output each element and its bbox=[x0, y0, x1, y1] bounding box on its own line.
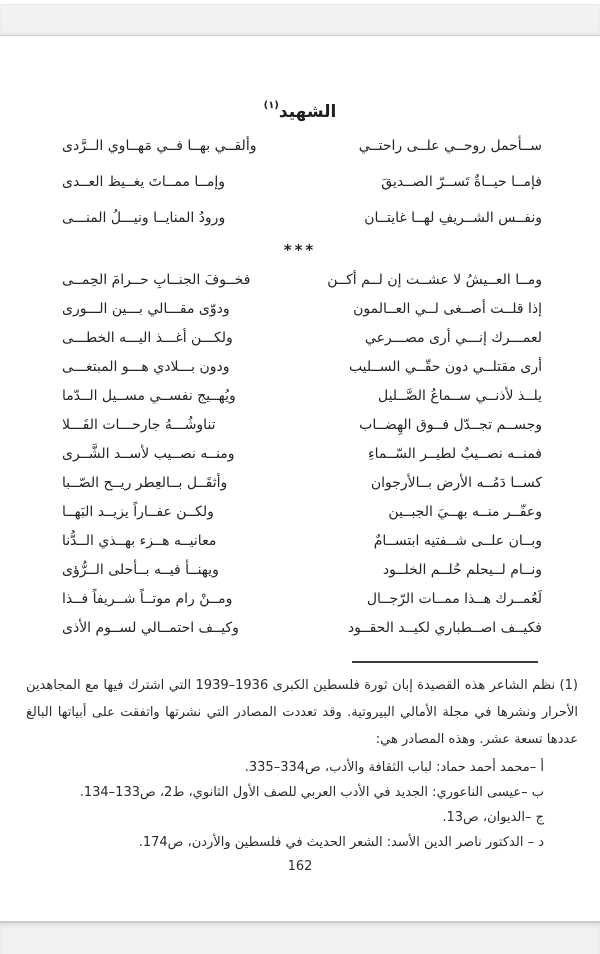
footnote-section bbox=[0, 672, 600, 855]
page-gap-top bbox=[0, 4, 600, 36]
verse-sadr: ونــام لــيحلم حُلــم الخلــود bbox=[382, 562, 542, 578]
verse-line bbox=[62, 469, 542, 498]
verse-line bbox=[62, 382, 542, 411]
verse-sadr: فإمــا حيــاةٌ تَســرّ الصــديقَ bbox=[381, 174, 542, 190]
verse-line bbox=[62, 324, 542, 353]
verse-ajuz: فخــوفَ الجنــابِ حــرامَ الحِمــى bbox=[62, 272, 251, 288]
footnote-source-item: د – الدكتور ناصر الدين الأسد: الشعر الحديث في فلسطين والأردن، ص174. bbox=[138, 835, 544, 850]
verse-line bbox=[62, 295, 542, 324]
verse-line bbox=[62, 614, 542, 643]
title-footnote-marker: (١) bbox=[263, 100, 279, 112]
verse-sadr: وبــان علــى شــفتيه ابتســامٌ bbox=[373, 533, 542, 549]
verse-ajuz: ومنــه نصــيب لأســد الشَّــرى bbox=[62, 446, 235, 462]
verse-sadr: وعفّــر منــه بهــيَ الجبــين bbox=[388, 504, 542, 520]
verse-ajuz: ويُهــيج نفســي مســيل الــدّما bbox=[62, 388, 236, 404]
verse-sadr: ســأحمل روحــي علــى راحتــي bbox=[358, 138, 542, 154]
footnote-divider bbox=[352, 661, 538, 663]
verse-ajuz: ولكــن عفــاراً يزيــد البَهــا bbox=[62, 504, 214, 520]
page-gap-bottom bbox=[0, 921, 600, 954]
verse-sadr: وجســم تجــدّل فــوق الهِضــاب bbox=[359, 417, 542, 433]
verse-sadr: أرى مقتلــي دون حقّــي الســليب bbox=[348, 359, 542, 375]
verse-ajuz: وإمــا ممــاتَ يغــيظ العــدى bbox=[62, 174, 225, 190]
verse-ajuz: ودون بـــلادي هـــو المبتغـــى bbox=[62, 359, 230, 375]
verse-sadr: لَعُمــرك هــذا ممــات الرّجــال bbox=[366, 591, 542, 607]
verse-sadr: إذا قلــت أصــغى لــي العــالمون bbox=[353, 301, 542, 317]
verse-sadr: كســا دَمُــه الأرض بــالأرجوان bbox=[370, 475, 542, 491]
verse-sadr: يلــذ لأذنــي ســماعُ الصَّــليل bbox=[377, 388, 542, 404]
verse-ajuz: وكيــف احتمــالي لســوم الأذى bbox=[62, 620, 239, 636]
verse-line bbox=[62, 200, 542, 236]
verse-line bbox=[62, 585, 542, 614]
verse-line bbox=[62, 411, 542, 440]
page-number: 162 bbox=[287, 859, 313, 874]
verse-ajuz: وألقــي بهــا فــي مَهــاوي الــرَّدى bbox=[62, 138, 257, 154]
verse-line bbox=[62, 440, 542, 469]
verse-ajuz: وأثقَــل بــالعِطر ريــح الصّــبا bbox=[62, 475, 228, 491]
footnote-sources-list bbox=[0, 755, 600, 855]
verse-line bbox=[62, 128, 542, 164]
verse-sadr: ونفــس الشــريفِ لهــا غايتــان bbox=[364, 210, 542, 226]
verse-sadr: لعمـــرك إنـــي أرى مصـــرعي bbox=[364, 330, 542, 346]
verse-ajuz: ودوّى مقـــالي بـــين الـــورى bbox=[62, 301, 230, 317]
verse-ajuz: ومــنْ رام موتــاً شــريفاً فــذا bbox=[62, 591, 233, 607]
verse-ajuz: ورودُ المنايــا ونيـــلُ المنـــى bbox=[62, 210, 226, 226]
verse-line bbox=[62, 527, 542, 556]
verse-line bbox=[62, 556, 542, 585]
section-separator: *** bbox=[283, 241, 317, 259]
verse-ajuz: معانيــه هــزء بهــذي الــدُّنا bbox=[62, 533, 217, 549]
footnote-source-item: ب –عيسى الناعوري: الجديد في الأدب العربي للصف الأول الثانوي، ط2، ص133–134. bbox=[79, 785, 544, 800]
poem-block-2 bbox=[0, 266, 600, 643]
poem-title-text: الشهيد bbox=[278, 102, 337, 122]
verse-line bbox=[62, 164, 542, 200]
verse-ajuz: تناوشُـــهُ جارحـــات الفَـــلا bbox=[62, 417, 216, 433]
verse-line bbox=[62, 353, 542, 382]
footnote-source-item: أ –محمد أحمد حماد: لباب الثقافة والأدب، ص334–335. bbox=[244, 760, 544, 775]
verse-line bbox=[62, 266, 542, 295]
poem-block-1 bbox=[0, 128, 600, 236]
verse-line bbox=[62, 498, 542, 527]
footnote-text: (1) نظم الشاعر هذه القصيدة إبان ثورة فلسطين الكبرى 1936–1939 التي اشترك فيها مع المجاهدين الأحرار ونشرها في مجلة الأمالي البيروتية. وقد تعددت المصادر التي نشرتها واتفقت على أبياتها البالغ عددها تسعة عشر. وهذه المصادر هي: bbox=[26, 678, 578, 747]
verse-ajuz: ولكـــن أغـــذ اليـــه الخطـــى bbox=[62, 330, 233, 346]
verse-ajuz: ويهنــأ فيــه بــأحلى الــرُّؤى bbox=[62, 562, 219, 578]
footnote-source-item: ج –الديوان، ص13. bbox=[442, 810, 544, 825]
scanned-page bbox=[0, 36, 600, 921]
verse-sadr: فكيــف اصــطباري لكيــد الحقــود bbox=[347, 620, 542, 636]
poem-title bbox=[0, 102, 600, 122]
verse-sadr: فمنــه نصــيبٌ لطيــر السّــماءِ bbox=[368, 446, 542, 462]
verse-sadr: ومــا العــيشُ لا عشــت إن لــم أكــن bbox=[327, 272, 542, 288]
